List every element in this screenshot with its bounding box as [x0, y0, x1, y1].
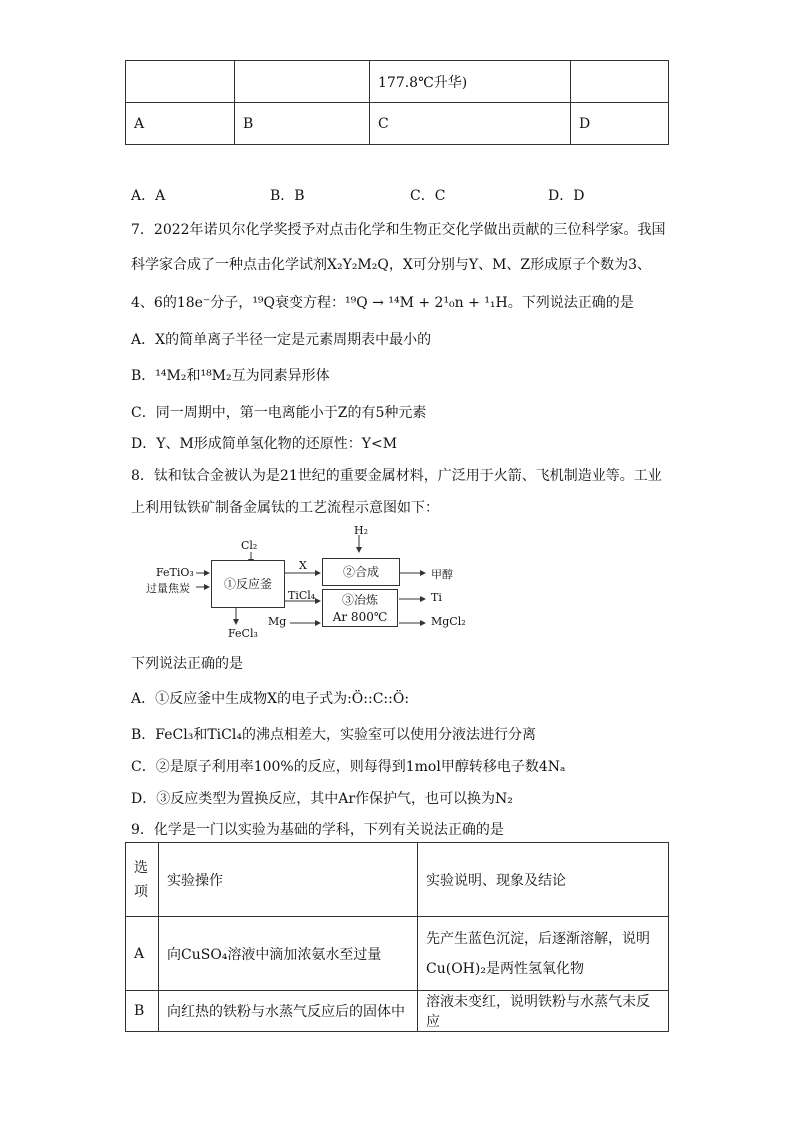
q6-choice-b: B．B [270, 188, 305, 204]
q6-choice-a: A．A [131, 188, 166, 204]
q9-header-result: 实验说明、现象及结论 [418, 843, 669, 917]
label-mg: Mg [268, 615, 287, 628]
q8-option-d: D．③反应类型为置换反应，其中Ar作保护气，也可以换为N₂ [131, 791, 513, 807]
q7-stem-line3: 4、6的18e⁻分子，¹⁹Q衰变方程：¹⁹Q → ¹⁴M + 2¹₀n + ¹₁H。下列说法正确的是 [131, 295, 634, 311]
q9-header-operation: 实验操作 [159, 843, 418, 917]
label-coke: 过量焦炭 [146, 582, 190, 595]
label-mgcl2: MgCl₂ [431, 615, 466, 628]
q7-stem-line2: 科学家合成了一种点击化学试剂X₂Y₂M₂Q，X可分别与Y、M、Z形成原子个数为3、 [131, 257, 652, 273]
q8-option-c: C．②是原子利用率100%的反应，则每得到1mol甲醇转移电子数4Nₐ [131, 759, 566, 775]
q9-table [125, 842, 669, 1032]
q7-option-c: C．同一周期中，第一电离能小于Z的有5种元素 [131, 405, 427, 421]
label-fetio3: FeTiO₃ [156, 566, 194, 579]
q8-stem-line2: 上利用钛铁矿制备金属钛的工艺流程示意图如下： [131, 500, 439, 516]
q7-option-a: A．X的简单离子半径一定是元素周期表中最小的 [131, 332, 432, 348]
label-fecl3: FeCl₃ [228, 627, 258, 640]
q6-choice-d: D．D [548, 188, 585, 204]
label-ti: Ti [431, 591, 442, 604]
box-reactor: ①反应釜 [211, 560, 285, 608]
q8-option-a: A．①反应釜中生成物X的电子式为:Ö::C::Ö: [131, 691, 410, 707]
label-x: X [299, 559, 307, 572]
table-row: B 向红热的铁粉与水蒸气反应后的固体中 溶液未变红，说明铁粉与水蒸气未反应 [126, 991, 669, 1032]
q9-header-option: 选项 [126, 843, 159, 917]
q7-option-d: D．Y、M形成简单氢化物的还原性：Y<M [131, 436, 398, 452]
q8-option-b: B．FeCl₃和TiCl₄的沸点相差大，实验室可以使用分液法进行分离 [131, 727, 536, 743]
box-smelting: ③冶炼 Ar 800℃ [322, 589, 398, 627]
box-synthesis: ②合成 [322, 558, 400, 586]
q8-stem: 下列说法正确的是 [131, 656, 243, 672]
q7-stem-line1: 7．2022年诺贝尔化学奖授予对点击化学和生物正交化学做出贡献的三位科学家。我国 [131, 222, 666, 238]
flow-arrows [140, 520, 480, 650]
label-cl2: Cl₂ [241, 539, 258, 552]
q7-decay-equation: ¹⁹Q → ¹⁴M + 2¹₀n + ¹₁H [345, 295, 508, 311]
q7-formula: X₂Y₂M₂Q [327, 257, 389, 273]
table-row: A 向CuSO₄溶液中滴加浓氨水至过量 先产生蓝色沉淀，后逐渐溶解，说明Cu(OH)₂是两性氢氧化物 [126, 917, 669, 991]
table-cell-option-c: C [370, 103, 571, 145]
q6-choice-c: C．C [410, 188, 446, 204]
q9-stem: 9．化学是一门以实验为基础的学科，下列有关说法正确的是 [131, 822, 504, 838]
label-h2: H₂ [354, 524, 369, 537]
table-cell-option-d: D [571, 103, 669, 145]
q8-stem-line1: 8．钛和钛合金被认为是21世纪的重要金属材料，广泛用于火箭、飞机制造业等。工业 [131, 468, 662, 484]
table-cell-option-a: A [126, 103, 235, 145]
label-ticl4: TiCl₄ [288, 589, 316, 602]
label-methanol: 甲醇 [431, 568, 453, 581]
table-cell-option-b: B [235, 103, 370, 145]
q7-option-b: B．¹⁴M₂和¹⁸M₂互为同素异形体 [131, 368, 330, 384]
table-cell: 177.8℃升华) [370, 61, 571, 103]
prev-question-table [125, 60, 669, 145]
